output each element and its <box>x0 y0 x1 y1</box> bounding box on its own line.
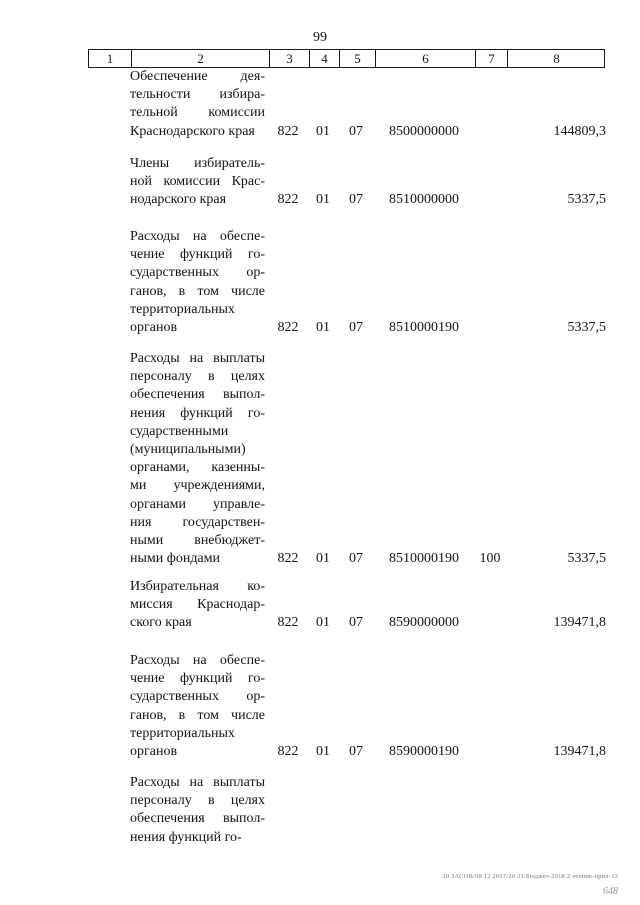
cell-c7: 100 <box>479 551 501 567</box>
cell-c5: 07 <box>349 615 363 631</box>
header-col-5: 5 <box>339 50 375 67</box>
row-description <box>130 68 265 141</box>
description-line: персоналу в целях <box>130 369 265 385</box>
cell-c3: 822 <box>277 123 299 139</box>
row-description <box>130 578 265 633</box>
description-line: органами управле- <box>130 496 265 512</box>
cell-c8: 5337,5 <box>567 551 606 567</box>
description-line: органами, казенны- <box>130 460 265 476</box>
description-line: Расходы на выплаты <box>130 775 265 790</box>
description-line: ми учреждениями, <box>130 478 265 494</box>
cell-c6: 8500000000 <box>389 123 459 139</box>
cell-c8: 5337,5 <box>567 320 606 335</box>
cell-c4: 01 <box>316 192 330 208</box>
cell-c6: 8590000190 <box>389 744 459 759</box>
row-description <box>130 350 265 568</box>
cell-c4: 01 <box>316 551 330 567</box>
description-line: сударственных ор- <box>130 265 265 281</box>
description-line: нения функций го- <box>130 405 265 421</box>
cell-c5: 07 <box>349 551 363 567</box>
header-col-6: 6 <box>375 50 475 67</box>
description-line: Расходы на обеспе- <box>130 229 265 244</box>
cell-c4: 01 <box>316 744 330 759</box>
footer-path: 20 ЗАСОВ/08 12 2017/20 21/Бюджет-2018 2 чтение-прил-13 <box>442 873 618 880</box>
description-line: миссия Краснодар- <box>130 597 265 613</box>
description-line: ными внебюджет- <box>130 533 265 549</box>
description-line: ния государствен- <box>130 514 265 530</box>
cell-c8: 144809,3 <box>553 123 606 139</box>
description-line: органов <box>130 744 178 760</box>
row-description <box>130 652 265 761</box>
description-line: органов <box>130 320 178 336</box>
cell-c4: 01 <box>316 615 330 631</box>
description-line: обеспечения выпол- <box>130 811 265 827</box>
header-col-2: 2 <box>131 50 269 67</box>
description-line: Расходы на выплаты <box>130 351 265 366</box>
description-line: тельной комиссии <box>130 105 265 121</box>
header-col-3: 3 <box>269 50 309 67</box>
footer-mark: 648 <box>603 886 618 897</box>
description-line: Обеспечение дея- <box>130 69 265 84</box>
cell-c4: 01 <box>316 123 330 139</box>
description-line: чение функций го- <box>130 671 265 687</box>
description-line: персоналу в целях <box>130 793 265 809</box>
description-line: обеспечения выпол- <box>130 387 265 403</box>
header-col-8: 8 <box>507 50 605 67</box>
cell-c6: 8510000000 <box>389 192 459 208</box>
description-line: нения функций го- <box>130 829 242 845</box>
cell-c8: 139471,8 <box>553 744 606 759</box>
cell-c6: 8510000190 <box>389 551 459 567</box>
cell-c3: 822 <box>277 192 299 208</box>
row-description <box>130 228 265 337</box>
row-description <box>130 155 265 210</box>
cell-c8: 139471,8 <box>553 615 606 631</box>
description-line: территориальных <box>130 725 235 741</box>
header-col-7: 7 <box>475 50 507 67</box>
description-line: тельности избира- <box>130 87 265 103</box>
cell-c6: 8510000190 <box>389 320 459 335</box>
cell-c5: 07 <box>349 744 363 759</box>
cell-c4: 01 <box>316 320 330 335</box>
cell-c5: 07 <box>349 123 363 139</box>
header-col-1: 1 <box>106 51 114 66</box>
description-line: ной комиссии Крас- <box>130 174 265 190</box>
description-line: ского края <box>130 615 192 631</box>
description-line: сударственными <box>130 423 229 439</box>
cell-c6: 8590000000 <box>389 615 459 631</box>
header-col-4: 4 <box>309 50 339 67</box>
description-line: Члены избиратель- <box>130 156 265 171</box>
cell-c3: 822 <box>277 551 299 567</box>
description-line: территориальных <box>130 301 235 317</box>
page-number: 99 <box>313 30 327 45</box>
description-line: ганов, в том числе <box>130 707 265 723</box>
table-header <box>88 49 605 68</box>
cell-c5: 07 <box>349 192 363 208</box>
description-line: Краснодарского края <box>130 123 255 139</box>
description-line: Расходы на обеспе- <box>130 653 265 668</box>
description-line: нодарского края <box>130 192 227 208</box>
cell-c3: 822 <box>277 320 299 335</box>
row-description <box>130 774 265 847</box>
description-line: ганов, в том числе <box>130 283 265 299</box>
description-line: ными фондами <box>130 551 221 567</box>
cell-c5: 07 <box>349 320 363 335</box>
description-line: сударственных ор- <box>130 689 265 705</box>
description-line: чение функций го- <box>130 247 265 263</box>
description-line: (муниципальными) <box>130 442 246 458</box>
cell-c8: 5337,5 <box>567 192 606 208</box>
cell-c3: 822 <box>277 615 299 631</box>
cell-c3: 822 <box>277 744 299 759</box>
description-line: Избирательная ко- <box>130 579 265 594</box>
